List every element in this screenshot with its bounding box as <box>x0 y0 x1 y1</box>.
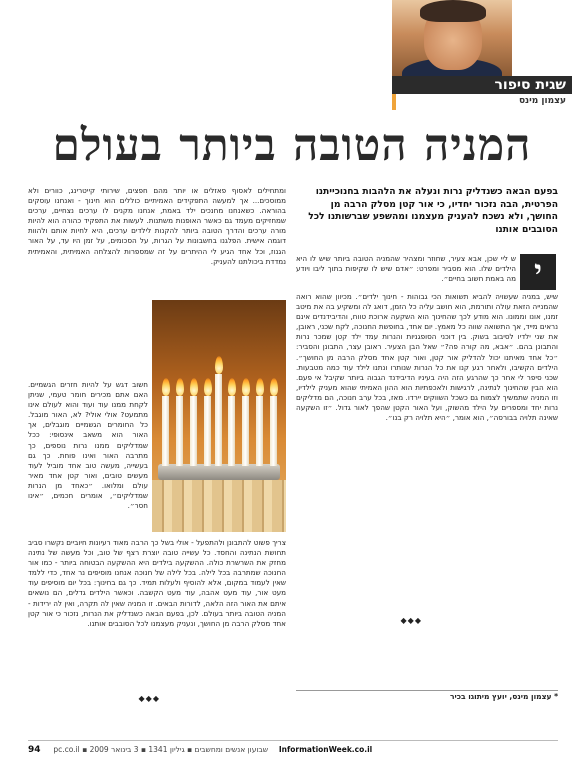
shamash-flame <box>215 356 223 374</box>
shamash-candle <box>215 374 222 466</box>
body-column-left-mid: חשוב דגש על להיות חזרים הגשמיים. האם אתם מכירים חומר טעמי, שניתן לקחת ממנו עוד ועוד והוא לעולם אינו מתמעט? אולי אולי? לא, האור מוגבל. כל החומרים הגשמיים מוגבלים, אך האור הוא משאב אינסופי: ככל שמדליקים ממנו נרות נוספים, כך מתרבה האור ואינו פוחת. כך גם בעשייה, מעשה טוב אחד מוביל לעוד מעשים טובים, ואור קטן אחד מאיר עולם ומלואו. ״כאחד מן הנרות שמדליקים״, אומרים חכמים, ״אינו חסר״. <box>28 380 148 511</box>
body-paragraph-intro: ש ליי שכן, אבא צעיר, שחוזר ומצהיר שהמניה הטובה ביותר שיש לו היא הילדים שלו. הוא מסביר ומפרט: ״אדם שיש לו שקיפות בתוך ליבו ויודע מה באמת חשוב בחיים״. <box>296 254 516 284</box>
candle-flame <box>228 378 236 396</box>
candle <box>204 396 211 466</box>
author-name: שגית סיפור <box>392 76 572 94</box>
candle <box>176 396 183 466</box>
body-column-left-bottom: צריך פשוט להתבונן ולהתפעל - אולי בשל כך הרבה מאוד רעיונות חיוביים נקשרו סביב תחושת הנתינה והחסד. כל עשייה טובה יוצרת רצף של טוב, וכל מעשה של נתינה מחזק את השרשרת כולה. ההשקעה בילדים היא ההשקעה הבטוחה ביותר - כמו אור החנוכה שמתרבה בכל לילה. בכל לילה של חנוכה אנחנו מוסיפים נר אחד, כדי ללמד שאין לעמוד במקום, אלא להוסיף ולעלות תמיד. כך גם בחינוך: בכל יום מוסיפים עוד מעט אור, עוד מעט אהבה, עוד מעט הקשבה. וכאשר הילדים גדלים, הם נושאים איתם את האור הזה הלאה, לדורות הבאים. זו המניה שאין לה תקרה, ואין לה ירידות - המניה הטובה ביותר בעולם. לכן, בפעם הבאה כשנדליק את הנרות, נזכור כי אור קטן אחד מסלק הרבה מן החושך, ונעניק מעצמנו לכל הסובבים אותנו. <box>28 538 286 628</box>
jerusalem-skyline <box>152 480 286 532</box>
menorah-base <box>158 464 280 480</box>
candle <box>190 396 197 466</box>
article-headline: המניה הטובה ביותר בעולם <box>52 120 532 171</box>
body-column-right: שיש, במניה שעשויה להביא תשואות הכי גבוהות - חינוך ילדים״. מכיוון שהוא רואה שהמנייה הזאת עולה ותורמת, הוא חושב עליה כל הזמן, דואג לה ומשקיע בה את מיטב זמנו, אונו וממונו. הוא מודע לכך שהחינוך הוא השקעה ארוכת טווח, והדיבידנדים אינם נראים מייד, אך התשואה שווה כל מאמץ. יום אחד, בחופשת החנוכה, לקח שכני, ראובן, את שני ילדיו לסיבוב בשוק. בין דוכני הסופגניות והנרות עמד ילד קטן שמכר נרות והתבונן בהם. ״אבא, מה קורה פה?״ שאל הבן הצעיר. ראובן עצר, התבונן והסביר: ״כל אחד מאיתנו יכול להדליק אור קטן, ואור קטן אחד מסלק הרבה מן החושך״. הילדים הקשיבו, ולאחר רגע קנו את כל הנרות שנותרו ונתנו לילד עוד כמה מטבעות. שכני סיפר לי אחר כך שהרגע הזה היה בעיניו הדיבידנד הגבוה ביותר שקיבל אי פעם. הוא הבין שהחינוך לנתינה, לרגישות ולאכפתיות הוא ההון האמיתי שהוא מעניק לילדיו, וזו המניה שתמשיך לצמוח גם כשכל השווקים יירדו. מאז, בכל ערב חנוכה, הם מדליקים נרות יחד ומספרים על הילד מהשוק, ועל האור הקטן שהפך לאור גדול. ״זו השקעה שאינה תלויה בבורסה״, הוא אומר, ״היא תלויה רק בנו״. <box>295 292 558 423</box>
candle-flame <box>176 378 184 396</box>
candle-flame <box>162 378 170 396</box>
author-hair <box>420 0 486 22</box>
footer-issue-info: שבועון אנשים ומחשבים ▪ גיליון 1341 ▪ 3 בינואר 2009 ▪ pc.co.il <box>53 745 269 754</box>
magazine-name: InformationWeek.co.il <box>278 745 373 754</box>
candle-flame <box>270 378 278 396</box>
article-lede: בפעם הבאה כשנדליק נרות ונעלה את הלהבות בחנוכייתנו הפרטית, הבה נזכור יחדיו, כי אור קטן מסלק הרבה מן החושך, ולא נשכח להעניק מעצמנו ומהשפע שברשותנו לכל הסובבים אותנו <box>308 186 558 235</box>
candle <box>228 396 235 466</box>
footer-rule <box>28 740 558 741</box>
signature-rule <box>296 690 558 691</box>
candle-flame <box>190 378 198 396</box>
author-role: עצמון מינס <box>518 96 566 106</box>
end-divider-diamonds: ◆◆◆ <box>138 694 160 703</box>
menorah-photo <box>152 300 286 532</box>
candle <box>162 396 169 466</box>
section-divider-diamonds: ◆◆◆ <box>400 616 422 625</box>
page-footer <box>28 743 558 757</box>
body-column-left-top: ומתחילים לאסוף פאזלים או יותר מהם חפצים, שירותי קייטרינג, כוורים ולא ממוסכים... אך למעשה התפקידים האמיתיים כוללים הוא חינוך - ואנחנו עוסקים בהוראה. כשאנחנו מחנכים ילד באמת, אנחנו מקנים לו ערכים נצחיים, ערכים שמחזיקים מעמד גם כאשר האופנות משתנות. לעשות את התפקיד כהורה הוא להיות מורה ערכים והדרך הטובה ביותר להקנות לילדים ערכים, היא לחיות אותם ולהוות דוגמה אישית. הפלגנו בחשבונות על הגרות, על הסכומים, על זמן היו עד, על האור הגנוז, וכל אחד הגיע לי ההיתרים על זה שמספרות להצלחה האמיתית, והאמיתית נמדדת ביכולתנו להעניק. <box>28 186 286 266</box>
candle-flame <box>204 378 212 396</box>
author-signature: * עצמון מינס, יועץ מיתוגו בכיר <box>450 692 558 701</box>
candle-flame <box>242 378 250 396</box>
candle-flame <box>256 378 264 396</box>
candle <box>242 396 249 466</box>
candle <box>256 396 263 466</box>
dropcap-letter: י <box>520 254 556 290</box>
author-photo <box>392 0 512 76</box>
page-number: 94 <box>28 745 41 755</box>
candle <box>270 396 277 466</box>
